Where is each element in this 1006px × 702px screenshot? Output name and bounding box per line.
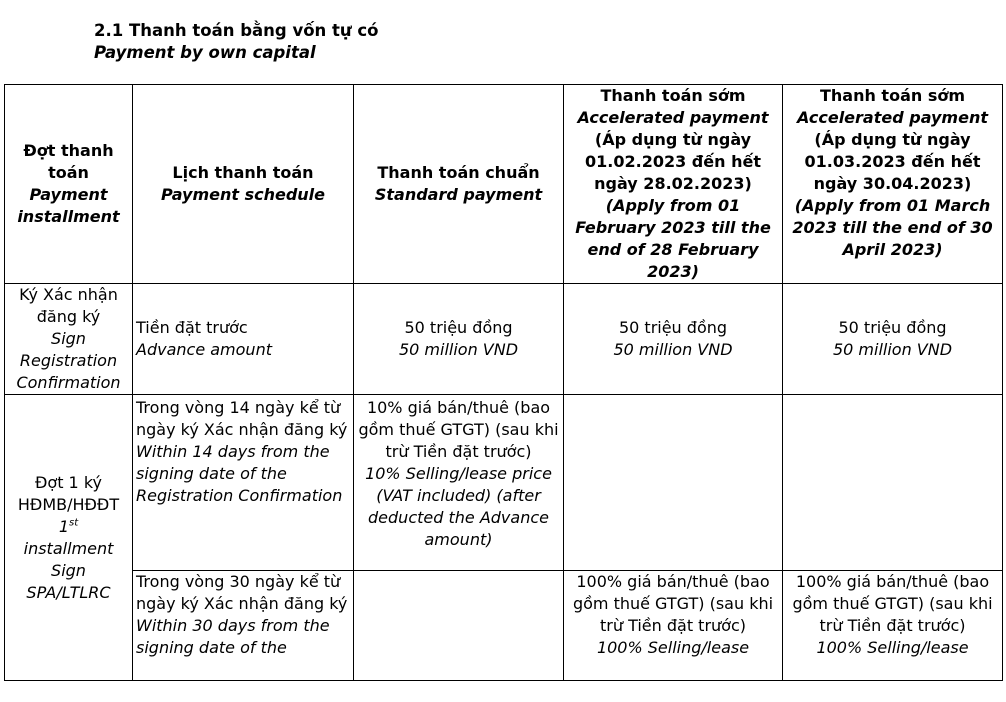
standard-10pct-vn: 10% giá bán/thuê (bao gồm thuế GTGT) (sau khi trừ Tiền đặt trước)	[358, 398, 559, 461]
table-header-row	[5, 85, 1003, 284]
header-early-feb-apply-en: (Apply from 01 February 2023 till the end of 28 February 2023)	[575, 196, 771, 281]
header-early-mar	[783, 85, 1003, 284]
header-schedule-en: Payment schedule	[161, 185, 325, 204]
header-installment	[5, 85, 133, 284]
schedule-30days-en: Within 30 days from the signing date of the	[136, 616, 330, 657]
early-mar-100pct-vn: 100% giá bán/thuê (bao gồm thuế GTGT) (sau khi trừ Tiền đặt trước)	[792, 572, 993, 635]
header-early-mar-apply-vn: (Áp dụng từ ngày 01.03.2023 đến hết ngày 30.04.2023)	[804, 130, 981, 193]
payment-table	[4, 84, 1003, 681]
early-feb-advance-vn: 50 triệu đồng	[618, 318, 728, 337]
cell-standard-advance	[354, 284, 564, 395]
header-standard-en: Standard payment	[374, 185, 543, 204]
header-schedule	[133, 85, 354, 284]
installment-registration-vn: Ký Xác nhận đăng ký	[19, 285, 118, 326]
cell-early-mar-advance	[783, 284, 1003, 395]
early-feb-100pct-vn: 100% giá bán/thuê (bao gồm thuế GTGT) (sau khi trừ Tiền đặt trước)	[572, 572, 774, 635]
cell-early-feb-empty	[564, 395, 783, 571]
schedule-14days-en: Within 14 days from the signing date of the Registration Confirmation	[136, 442, 343, 505]
header-early-feb	[564, 85, 783, 284]
section-title-vn: 2.1 Thanh toán bằng vốn tự có	[94, 21, 379, 40]
cell-standard-empty	[354, 571, 564, 681]
installment-1-num: 1	[58, 516, 70, 536]
early-mar-advance-en: 50 million VND	[832, 340, 953, 359]
installment-registration-en: Sign Registration Confirmation	[16, 329, 121, 392]
header-early-mar-vn: Thanh toán sớm	[819, 86, 966, 105]
early-mar-100pct-en: 100% Selling/lease	[816, 638, 969, 657]
header-installment-vn: Đợt thanh toán	[23, 141, 114, 182]
header-early-feb-apply-vn: (Áp dụng từ ngày 01.02.2023 đến hết ngày 28.02.2023)	[585, 130, 761, 193]
header-early-mar-en: Accelerated payment	[796, 108, 988, 127]
header-early-feb-vn: Thanh toán sớm	[600, 86, 746, 105]
table-row-registration	[5, 284, 1003, 395]
schedule-14days-vn: Trong vòng 14 ngày kể từ ngày ký Xác nhận đăng ký	[136, 398, 348, 439]
table-row-installment-1a	[5, 395, 1003, 571]
cell-installment-registration	[5, 284, 133, 395]
standard-10pct-en: 10% Selling/lease price (VAT included) (after deducted the Advance amount)	[365, 464, 552, 549]
header-standard	[354, 85, 564, 284]
cell-early-feb-100pct	[564, 571, 783, 681]
header-early-mar-apply-en: (Apply from 01 March 2023 till the end of 30 April 2023)	[792, 196, 993, 259]
header-schedule-vn: Lịch thanh toán	[172, 163, 314, 182]
header-early-feb-en: Accelerated payment	[577, 108, 769, 127]
cell-schedule-30days	[133, 571, 354, 681]
section-title-en: Payment by own capital	[94, 43, 316, 62]
cell-early-mar-empty	[783, 395, 1003, 571]
standard-advance-en: 50 million VND	[398, 340, 519, 359]
cell-early-mar-100pct	[783, 571, 1003, 681]
header-standard-vn: Thanh toán chuẩn	[377, 163, 540, 182]
cell-schedule-14days	[133, 395, 354, 571]
schedule-advance-vn: Tiền đặt trước	[136, 318, 248, 337]
schedule-30days-vn: Trong vòng 30 ngày kể từ ngày ký Xác nhận đăng ký	[136, 572, 348, 613]
cell-standard-10pct	[354, 395, 564, 571]
early-mar-advance-vn: 50 triệu đồng	[838, 318, 947, 337]
schedule-advance-en: Advance amount	[136, 340, 272, 359]
early-feb-advance-en: 50 million VND	[613, 340, 733, 359]
early-feb-100pct-en: 100% Selling/lease	[596, 638, 750, 657]
table-row-installment-1b	[5, 571, 1003, 681]
cell-schedule-advance	[133, 284, 354, 395]
installment-1-sup: st	[69, 517, 79, 529]
cell-installment-1	[5, 395, 133, 681]
installment-1-vn: Đợt 1 ký HĐMB/HĐĐT	[17, 472, 120, 514]
standard-advance-vn: 50 triệu đồng	[404, 318, 513, 337]
header-installment-en: Payment installment	[17, 185, 120, 226]
installment-1-en: installment Sign SPA/LTLRC	[23, 538, 114, 602]
section-heading	[94, 20, 379, 64]
cell-early-feb-advance	[564, 284, 783, 395]
